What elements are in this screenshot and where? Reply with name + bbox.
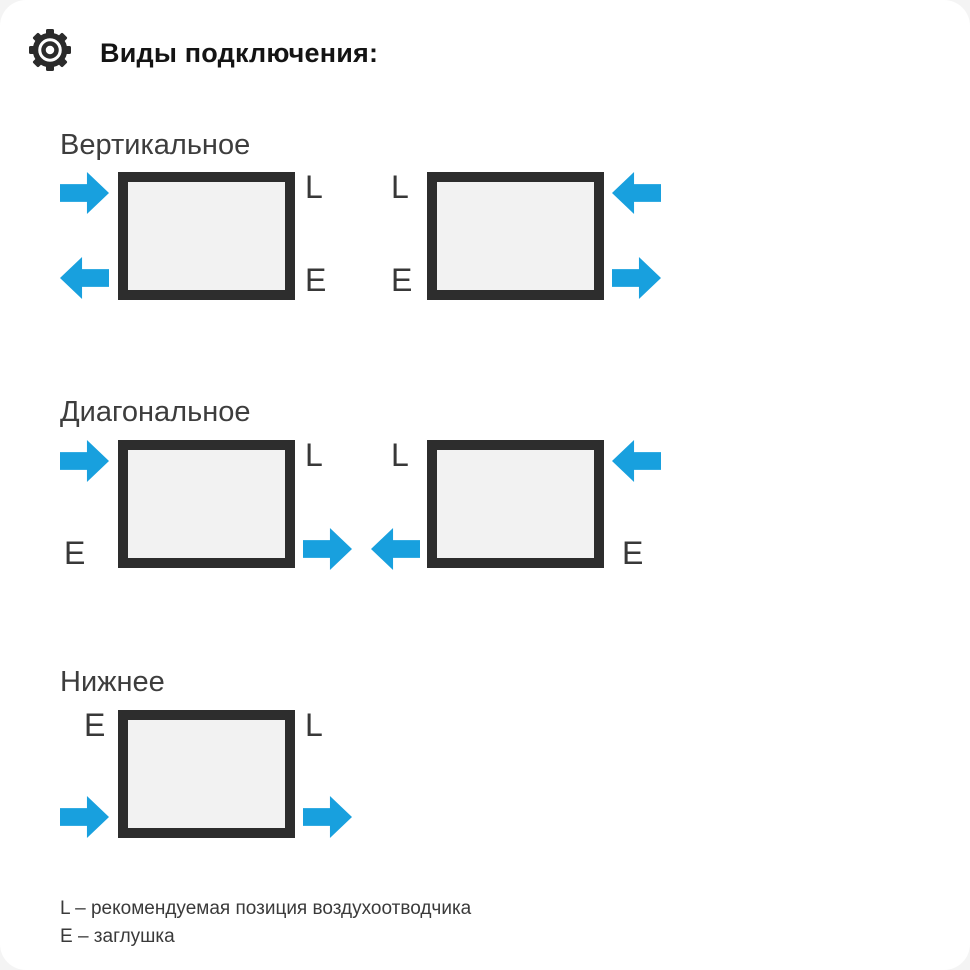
page-title: Виды подключения:	[100, 38, 379, 68]
flow-in-arrow-icon	[60, 796, 109, 838]
port-label-air-vent: L	[391, 169, 409, 205]
port-label-air-vent: L	[305, 707, 323, 743]
port-label-plug: E	[305, 262, 327, 298]
section-title-vertical: Вертикальное	[60, 129, 251, 161]
port-label-plug: E	[64, 535, 86, 571]
legend-line-air-vent: L – рекомендуемая позиция воздухоотводчика	[60, 898, 472, 919]
port-label-plug: E	[84, 707, 106, 743]
section-title-diagonal: Диагональное	[60, 396, 251, 428]
flow-out-arrow-icon	[303, 796, 352, 838]
port-label-air-vent: L	[305, 437, 323, 473]
port-label-air-vent: L	[305, 169, 323, 205]
port-label-plug: E	[622, 535, 644, 571]
section-title-bottom: Нижнее	[60, 666, 165, 698]
legend-line-plug: E – заглушка	[60, 926, 175, 947]
legend	[60, 895, 471, 951]
radiator-box	[118, 710, 295, 838]
port-label-plug: E	[391, 262, 413, 298]
port-label-air-vent: L	[391, 437, 409, 473]
